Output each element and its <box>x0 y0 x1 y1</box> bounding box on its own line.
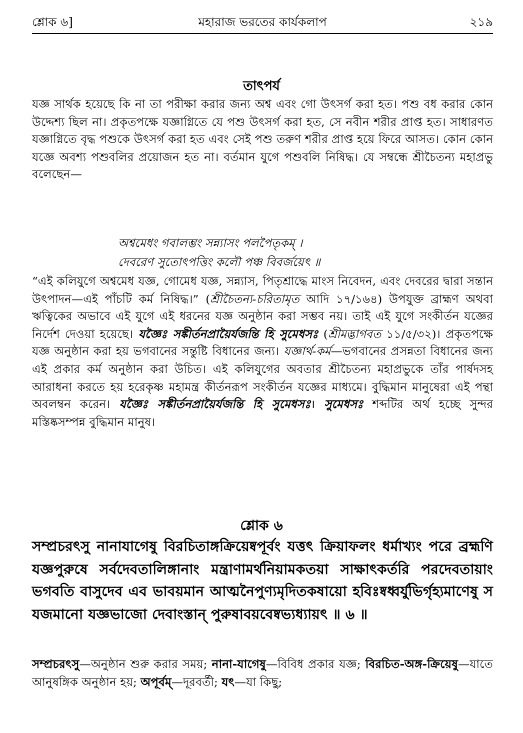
header-verse-ref: শ্লোক ৬] <box>32 15 73 29</box>
purport-heading: তাৎপর্য <box>243 79 280 94</box>
synonym-word: যৎ <box>221 674 235 689</box>
cc-citation: শ্রীচৈতন্য-চরিতামৃত <box>210 291 300 306</box>
synonym-meaning: —অনুষ্ঠান শুরু করার সময়; <box>79 657 212 671</box>
p2-text-d: ১১/৫/৩২)। প্রকৃতপক্ষে যজ্ঞ অনুষ্ঠান করা হয় ভগবানের সন্তুষ্টি বিধানের জন্য। <box>32 326 493 359</box>
sanskrit-quote <box>118 234 493 272</box>
p2-text-b: আদি ১৭/১৬৪) উপযুক্ত ব্রাহ্মণ অথবা ঋত্বিকের অভাবে এই যুগে এই ধরনের যজ্ঞ অনুষ্ঠান করা সম্ভব নয়। তাই এই যুগে সংকীর্তন যজ্ঞের নির্দেশ দেওয়া হয়েছে। <box>32 291 493 341</box>
synonym-meaning: —দূরবর্তী; <box>171 674 222 689</box>
verse-heading: শ্লোক ৬ <box>240 518 283 534</box>
purport-paragraph-1-text: যজ্ঞ সার্থক হয়েছে কি না তা পরীক্ষা করার জন্য অশ্ব এবং গো উৎসর্গ করা হত। পশু বধ করার কোন উদ্দেশ্য ছিল না। প্রকৃতপক্ষে যজ্ঞাগ্নিতে যে পশু উৎসর্গ করা হত, সে নবীন শরীর প্রাপ্ত হত। সাধারণত যজ্ঞাগ্নিতে বৃদ্ধ পশুকে উৎসর্গ করা হত এবং সেই পশু তরুণ শরীর প্রাপ্ত হয়ে ফিরে আসত। কোন কোন যজ্ঞে অবশ্য পশুবলির প্রয়োজন হত না। বর্তমান যুগে পশুবলি নিষিদ্ধ। যে সম্বন্ধে শ্রীচৈতন্য মহাপ্রভু বলেছেন— <box>32 97 493 182</box>
purport-paragraph-2-text <box>32 273 493 431</box>
synonym-meaning: —বিবিধ প্রকার যজ্ঞ; <box>265 657 366 671</box>
verse-text-block <box>32 536 493 626</box>
synonym-meaning: —যাতে আনুষঙ্গিক অনুষ্ঠান হয়; <box>32 657 493 689</box>
p2-text-a: “এই কলিযুগে অশ্বমেধ যজ্ঞ, গোমেধ যজ্ঞ, সন্ন্যাস, পিতৃশ্রাদ্ধে মাংস নিবেদন, এবং দেবরের দ্বারা সন্তান উৎপাদন—এই পাঁচটি কর্ম নিষিদ্ধ।” ( <box>32 274 493 306</box>
p2-text-c: ( <box>318 326 328 341</box>
sb-citation: শ্রীমদ্ভাগবত <box>327 326 382 341</box>
purport-paragraph-2 <box>32 273 493 431</box>
p2-text-e: —ভগবানের প্রসন্নতা বিধানের জন্য এই প্রকার কর্ম অনুষ্ঠান করা উচিত। এই কলিযুগের অবতার শ্রীচৈতন্য মহাপ্রভুকে তাঁর পার্ষদসহ আরাধনা করতে হয় হরেকৃষ্ণ মহামন্ত্র কীর্তনরূপ সংকীর্তন যজ্ঞের মাধ্যমে। বুদ্ধিমান মানুষেরা এই পন্থা অবলম্বন করেন। <box>32 344 494 412</box>
header-rule <box>32 33 493 34</box>
synonym-meaning: —যা কিছু; <box>234 674 283 689</box>
verse-text: সম্প্রচরৎসু নানাযাগেষু বিরচিতাঙ্গক্রিয়েষ্বপূর্বং যত্তৎ ক্রিয়াফলং ধর্মাখ্যং পরে ব্রহ্মণি যজ্ঞপুরুষে সর্বদেবতালিঙ্গানাং মন্ত্রাণামর্থনিয়ামকতয়া সাক্ষাৎকর্তরি পরদেবতায়াং ভগবতি বাসুদেব এব ভাবয়মান আত্মনৈপুণ্যমৃদিতকষায়ো হবিঃষ্বধ্বর্যুভির্গৃহ্যমাণেষু স যজমানো যজ্ঞভাজো দেবাংস্তান্ পুরুষাবয়বেষ্বভ্যধ্যায়ৎ ॥ ৬ ॥ <box>32 539 493 623</box>
header-chapter-title: মহারাজ ভরতের কার্যকলাপ <box>198 15 327 29</box>
sb-quote-2: যজ্ঞৈঃ সঙ্কীর্তনপ্রায়ৈর্যজন্তি হি সুমেধসঃ <box>119 397 311 412</box>
synonym-word: নানা-যাগেষু <box>211 657 266 671</box>
quote-line-1: অশ্বমেধং গবালম্ভং সন্ন্যাসং পলপৈতৃকম্ । <box>118 236 303 250</box>
synonym-word: সম্প্রচরৎসু <box>32 657 80 671</box>
running-header <box>32 13 493 31</box>
page-number: ২১৯ <box>469 15 493 29</box>
yajnartha-karma-term: যজ্ঞার্থ-কর্ম <box>283 344 331 359</box>
sumedhasah-term: সুমেধসঃ <box>324 397 364 412</box>
synonyms-text <box>32 656 493 691</box>
quote-line-2: দেবরেণ সুতোৎপত্তিং কলৌ পঞ্চ বিবর্জয়েৎ ॥ <box>118 255 321 269</box>
p2-text-f: । <box>310 397 325 412</box>
sb-quote-1: যজ্ঞৈঃ সঙ্কীর্তনপ্রায়ৈর্যজন্তি হি সুমেধসঃ <box>138 326 319 341</box>
purport-paragraph-1 <box>32 96 493 184</box>
synonym-word: অপূর্বম্ <box>140 674 172 689</box>
synonym-word: বিরচিত-অঙ্গ-ক্রিয়েষু <box>365 657 458 671</box>
p2-text-g: শব্দটির অর্থ হচ্ছে সুন্দর মস্তিষ্কসম্পন্ন বুদ্ধিমান মানুষ। <box>32 397 494 429</box>
synonyms-block <box>32 656 493 691</box>
